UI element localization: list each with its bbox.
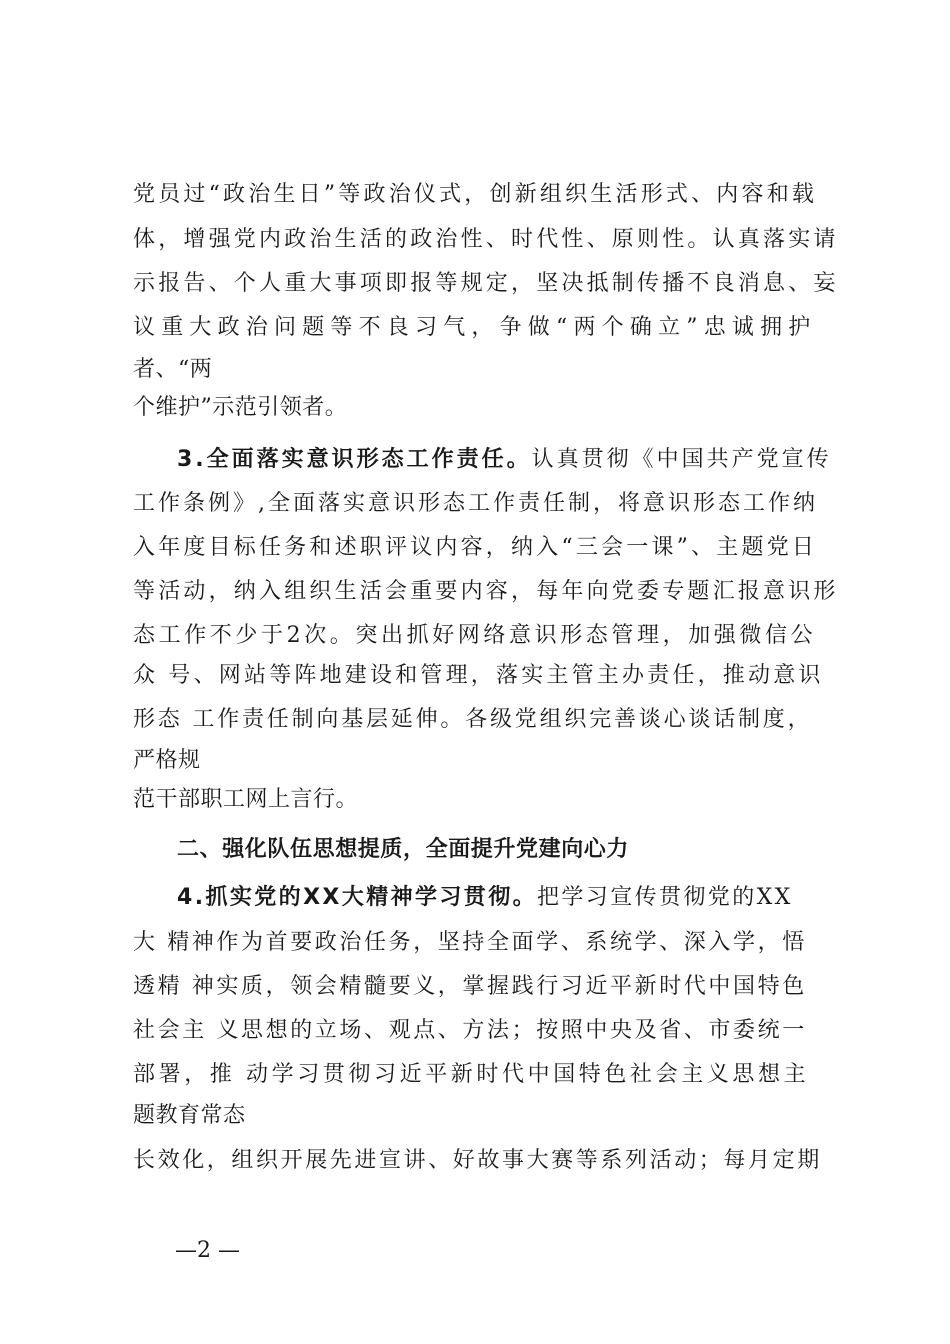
section-heading: 二、强化队伍思想提质，全面提升党建向心力 bbox=[177, 837, 630, 862]
paragraph2-line-9: 范干部职工网上言行。 bbox=[133, 787, 359, 812]
paragraph1-line-4: 议重大政治问题等不良习气，争做“两个确立”忠诚拥护 bbox=[133, 315, 817, 340]
paragraph3-line-4: 社会主 义思想的立场、观点、方法；按照中央及省、市委统一 bbox=[133, 1018, 807, 1043]
paragraph3-line-5: 部署，推 动学习贯彻习近平新时代中国特色社会主义思想主 bbox=[133, 1062, 810, 1087]
paragraph2-line-5: 态工作不少于2次。突出抓好网络意识形态管理，加强微信公 bbox=[133, 623, 817, 648]
paragraph1-line-6: 个维护”示范引领者。 bbox=[133, 395, 348, 420]
paragraph2-line-6: 众 号、网站等阵地建设和管理，落实主管主办责任，推动意识 bbox=[133, 663, 824, 688]
paragraph3-line-1 bbox=[177, 884, 793, 912]
paragraph2-line-4: 等活动，纳入组织生活会重要内容，每年向党委专题汇报意识形 bbox=[133, 579, 839, 604]
paragraph1-line-5: 者、“两 bbox=[133, 357, 213, 382]
paragraph1-line-1: 党员过“政治生日”等政治仪式，创新组织生活形式、内容和载 bbox=[133, 182, 818, 207]
paragraph3-line-3: 透精 神实质，领会精髓要义，掌握践行习近平新时代中国特色 bbox=[133, 974, 807, 999]
paragraph2-line-1 bbox=[177, 446, 832, 474]
paragraph2-line-1-text: 认真贯彻《中国共产党宣传 bbox=[531, 447, 832, 472]
paragraph3-heading: 4.抓实党的XX大精神学习贯彻。 bbox=[177, 885, 537, 910]
paragraph2-line-2: 工作条例》,全面落实意识形态工作责任制，将意识形态工作纳 bbox=[133, 491, 818, 516]
paragraph2-line-8: 严格规 bbox=[133, 748, 201, 773]
paragraph3-line-2: 大 精神作为首要政治任务，坚持全面学、系统学、深入学，悟 bbox=[133, 930, 807, 955]
paragraph2-line-7: 形态 工作责任制向基层延伸。各级党组织完善谈心谈话制度， bbox=[133, 707, 813, 732]
paragraph3-line-7: 长效化，组织开展先进宣讲、好故事大赛等系列活动；每月定期 bbox=[133, 1148, 822, 1173]
paragraph3-line-6: 题教育常态 bbox=[133, 1103, 246, 1128]
paragraph3-line-1-text: 把学习宣传贯彻党的XX bbox=[537, 885, 793, 910]
paragraph1-line-3: 示报告、个人重大事项即报等规定，坚决抵制传播不良消息、妄 bbox=[133, 271, 839, 296]
paragraph2-heading: 3.全面落实意识形态工作责任。 bbox=[177, 447, 532, 472]
paragraph2-line-3: 入年度目标任务和述职评议内容，纳入“三会一课”、主题党日 bbox=[133, 535, 818, 560]
page-number: —2 — bbox=[175, 1238, 240, 1263]
paragraph1-line-2: 体，增强党内政治生活的政治性、时代性、原则性。认真落实请 bbox=[133, 227, 839, 252]
